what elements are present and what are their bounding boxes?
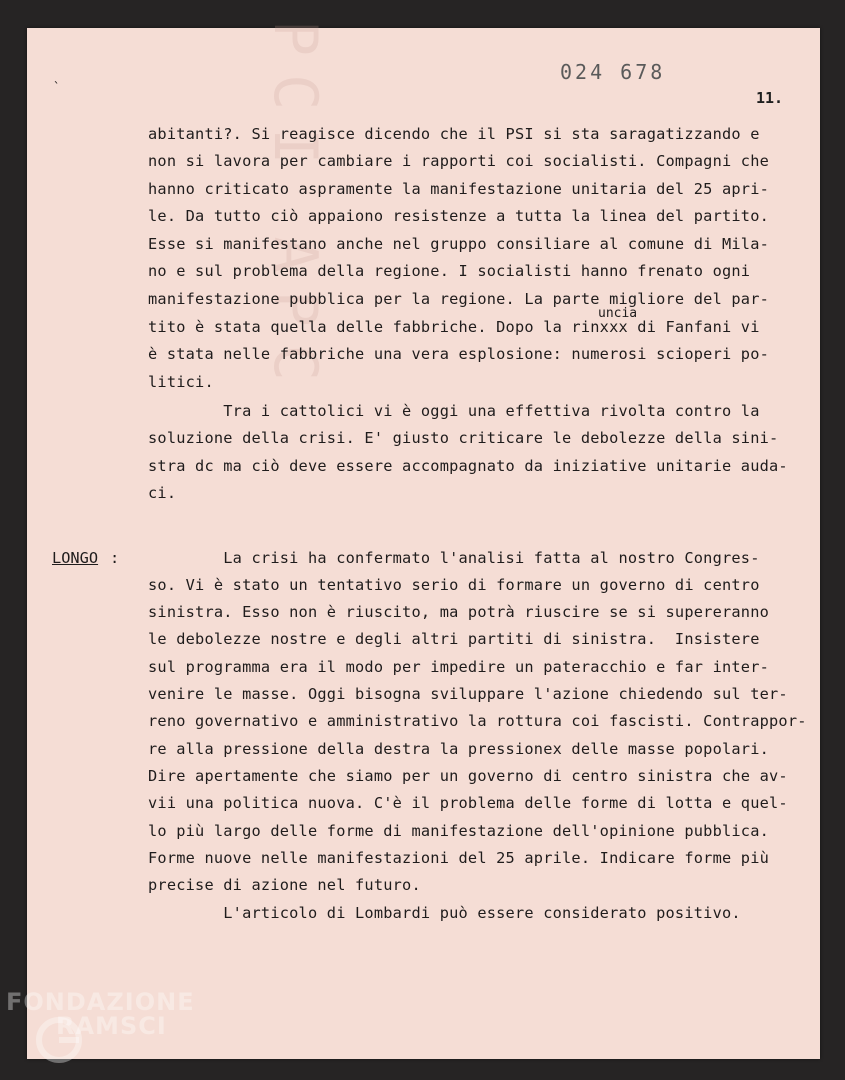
text-line: hanno criticato aspramente la manifestazione unitaria del 25 apri- [148, 180, 770, 198]
text-line: è stata nelle fabbriche una vera esplosione: numerosi scioperi po- [148, 345, 770, 363]
text-line: ci. [148, 484, 177, 502]
speaker-colon: : [110, 549, 120, 567]
text-line: Forme nuove nelle manifestazioni del 25 aprile. Indicare forme più [148, 849, 770, 867]
document-number: 024 678 [560, 60, 666, 84]
text-line: sul programma era il modo per impedire un pateracchio e far inter- [148, 658, 770, 676]
text-line: L'articolo di Lombardi può essere considerato positivo. [148, 904, 741, 922]
page-number: 11. [756, 89, 784, 107]
speaker-name: LONGO [52, 549, 99, 567]
pencil-mark: ` [53, 80, 61, 94]
watermark-line1: FONDAZIONE [6, 988, 195, 1016]
text-line: lo più largo delle forme di manifestazione dell'opinione pubblica. [148, 822, 770, 840]
text-line: so. Vi è stato un tentativo serio di formare un governo di centro [148, 576, 760, 594]
text-line: Dire apertamente che siamo per un governo di centro sinistra che av- [148, 767, 788, 785]
text-line: no e sul problema della regione. I socialisti hanno frenato ogni [148, 262, 751, 280]
text-line: vii una politica nuova. C'è il problema delle forme di lotta e quel- [148, 794, 788, 812]
interlinear-correction: uncia [598, 306, 638, 321]
watermark [6, 988, 195, 1040]
text-line: tito è stata quella delle fabbriche. Dopo la rinxxx di Fanfani vi [148, 318, 760, 336]
archive-stamp-faded: PCI APC [260, 20, 330, 399]
text-line: Esse si manifestano anche nel gruppo consiliare al comune di Mila- [148, 235, 770, 253]
text-line: sinistra. Esso non è riuscito, ma potrà riuscire se si supereranno [148, 603, 770, 621]
text-line: venire le masse. Oggi bisogna sviluppare l'azione chiedendo sul ter- [148, 685, 788, 703]
text-line: abitanti?. Si reagisce dicendo che il PSI si sta saragatizzando e [148, 125, 760, 143]
text-line: reno governativo e amministrativo la rottura coi fascisti. Contrappor- [148, 712, 807, 730]
text-line: La crisi ha confermato l'analisi fatta al nostro Congres- [148, 549, 760, 567]
watermark-line2: RAMSCI [56, 1012, 167, 1040]
text-line: le debolezze nostre e degli altri partiti di sinistra. Insistere [148, 630, 760, 648]
text-line: precise di azione nel futuro. [148, 876, 421, 894]
text-line: litici. [148, 373, 214, 391]
text-line: re alla pressione della destra la pressionex delle masse popolari. [148, 740, 770, 758]
text-line: Tra i cattolici vi è oggi una effettiva rivolta contro la [148, 402, 760, 420]
text-line: stra dc ma ciò deve essere accompagnato da iniziative unitarie auda- [148, 457, 788, 475]
text-line: non si lavora per cambiare i rapporti coi socialisti. Compagni che [148, 152, 770, 170]
text-line: le. Da tutto ciò appaiono resistenze a tutta la linea del partito. [148, 207, 770, 225]
text-line: manifestazione pubblica per la regione. La parte migliore del par- [148, 290, 770, 308]
text-line: soluzione della crisi. E' giusto criticare le debolezze della sini- [148, 429, 779, 447]
